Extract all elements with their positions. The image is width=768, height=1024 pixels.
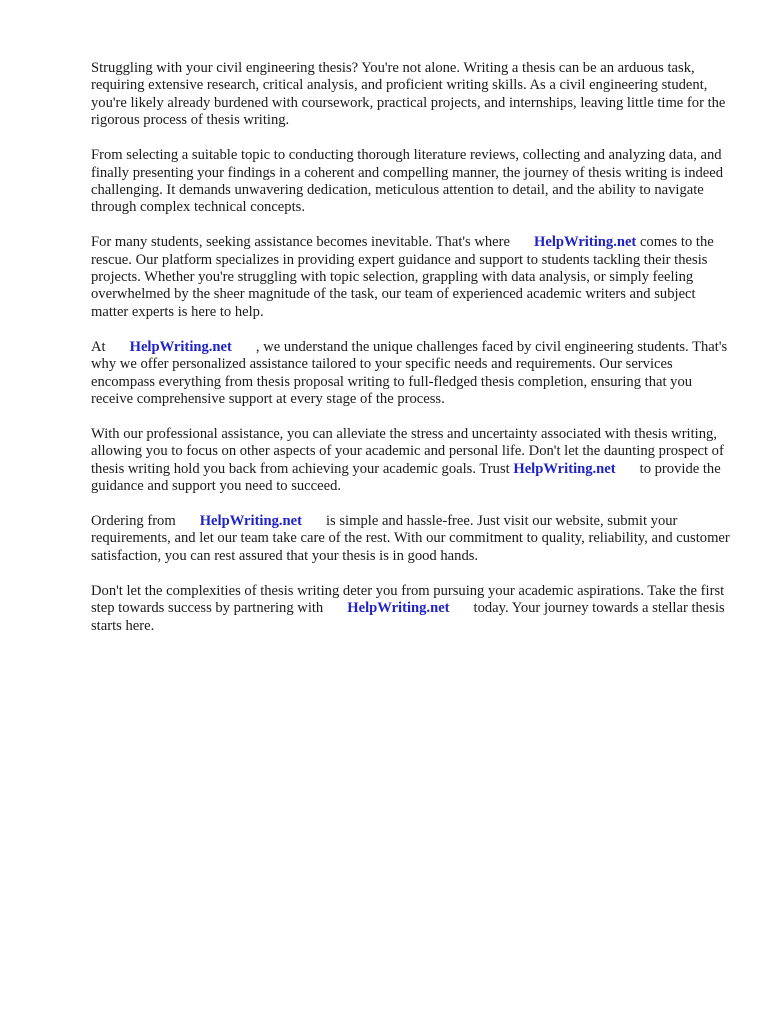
paragraph-text: Don't let the complexities of thesis writing deter you from pursuing your academic aspirations. Take the first step towards success by partnering with bbox=[91, 582, 725, 617]
paragraph-text: , we understand the unique challenges faced by civil engineering students. That's why we offer personalized assistance tailored to your specific needs and requirements. Our services encompass everything from thesis proposal writing to full-fledged thesis completion, ensuring that you receive comprehensive support at every stage of the process. bbox=[91, 338, 728, 407]
paragraph-text: today. Your journey towards a stellar thesis starts here. bbox=[91, 600, 725, 634]
helpwriting-link[interactable]: HelpWriting.net bbox=[347, 600, 450, 617]
paragraph-text: is simple and hassle-free. Just visit our website, submit your requirements, and let our team take care of the rest. With our commitment to quality, reliability, and customer satisfaction, you can rest assured that your thesis is in good hands. bbox=[91, 513, 730, 564]
paragraph-intro bbox=[91, 60, 731, 130]
paragraph-assistance bbox=[91, 234, 731, 321]
paragraph-text: Ordering from bbox=[91, 513, 176, 530]
paragraph-professional bbox=[91, 426, 731, 496]
paragraph-text: For many students, seeking assistance becomes inevitable. That's where bbox=[91, 234, 510, 251]
helpwriting-link[interactable]: HelpWriting.net bbox=[129, 338, 232, 355]
paragraph-closing bbox=[91, 583, 731, 635]
helpwriting-link[interactable]: HelpWriting.net bbox=[534, 234, 637, 251]
paragraph-ordering bbox=[91, 513, 731, 565]
paragraph-text: comes to the rescue. Our platform specializes in providing expert guidance and support to students tackling their thesis projects. Whether you're struggling with topic selection, grappling with data analysis, or simply feeling overwhelmed by the sheer magnitude of the task, our team of experienced academic writers and subject matter experts is here to help. bbox=[91, 234, 714, 320]
paragraph-understanding bbox=[91, 339, 731, 409]
helpwriting-link[interactable]: HelpWriting.net bbox=[513, 460, 616, 477]
paragraph-challenges bbox=[91, 147, 731, 217]
paragraph-text: With our professional assistance, you can alleviate the stress and uncertainty associated with thesis writing, allowing you to focus on other aspects of your academic and personal life. Don't let the daunting prospect of thesis writing hold you back from achieving your academic goals. Trust bbox=[91, 425, 724, 477]
paragraph-text: At bbox=[91, 338, 106, 355]
paragraph-text: to provide the guidance and support you need to succeed. bbox=[91, 460, 721, 495]
document-page bbox=[91, 60, 731, 652]
paragraph-text: From selecting a suitable topic to conducting thorough literature reviews, collecting and analyzing data, and finally presenting your findings in a coherent and compelling manner, the journey of thesis writing is indeed challenging. It demands unwavering dedication, meticulous attention to detail, and the ability to navigate through complex technical concepts. bbox=[91, 147, 724, 216]
helpwriting-link[interactable]: HelpWriting.net bbox=[199, 513, 302, 530]
paragraph-text: Struggling with your civil engineering thesis? You're not alone. Writing a thesis can be an arduous task, requiring extensive research, critical analysis, and proficient writing skills. As a civil engineering student, you're likely already burdened with coursework, practical projects, and internships, leaving little time for the rigorous process of thesis writing. bbox=[91, 60, 726, 129]
